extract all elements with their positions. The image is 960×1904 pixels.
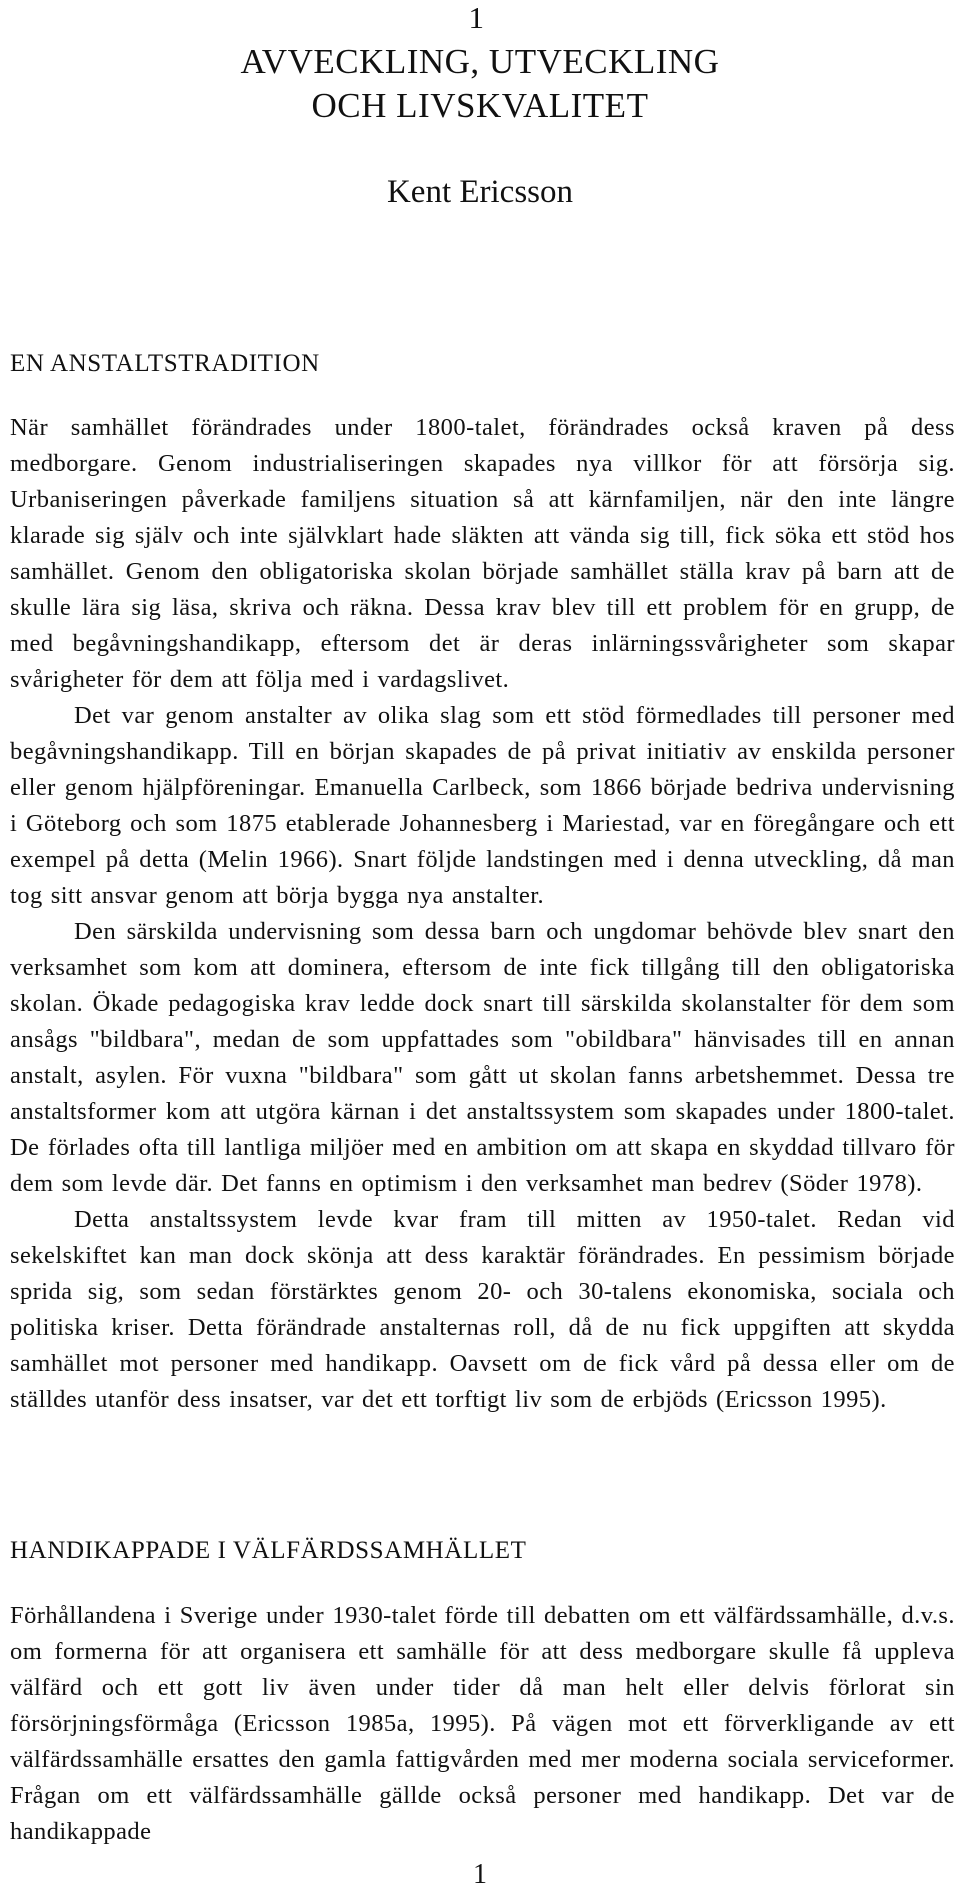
paragraph: Förhållandena i Sverige under 1930-talet förde till debatten om ett välfärdssamhälle, d.v.s. om formerna för att organisera ett samhälle för att dess medborgare skulle få uppleva välfärd och ett gott liv även under tider då man helt eller delvis förlorat sin försörjningsförmåga (Ericsson 1985a, 1995). På vägen mot ett förverkligande av ett välfärdssamhälle ersattes den gamla fattigvården med mer moderna sociala serviceformer. Frågan om ett välfärdssamhälle gällde också personer med handikapp. Det var de handikappade bbox=[10, 1602, 955, 1845]
section-heading-anstaltstradition: EN ANSTALTSTRADITION bbox=[10, 350, 320, 377]
paragraph: Detta anstaltssystem levde kvar fram till mitten av 1950-talet. Redan vid sekelskiftet kan man dock skönja att dess karaktär förändrades. En pessimism började sprida sig, som sedan förstärktes genom 20- och 30-talens ekonomiska, sociala och politiska kriser. Detta förändrade anstalternas roll, då de nu fick uppgiften att skydda samhället mot personer med handikapp. Oavsett om de fick vård på dessa eller om de ställdes utanför dess insatser, var det ett torftigt liv som de erbjöds (Ericsson 1995). bbox=[10, 1206, 955, 1413]
title-line-1: AVVECKLING, UTVECKLING bbox=[240, 42, 720, 81]
document-title bbox=[0, 40, 960, 128]
author-name: Kent Ericsson bbox=[386, 174, 574, 210]
section-heading-valfardssamhallet: HANDIKAPPADE I VÄLFÄRDSSAMHÄLLET bbox=[10, 1537, 527, 1564]
page-number-top: 1 bbox=[468, 0, 484, 35]
paragraph: Den särskilda undervisning som dessa barn och ungdomar behövde blev snart den verksamhet som kom att dominera, eftersom de inte fick tillgång till den obligatoriska skolan. Ökade pedagogiska krav ledde dock snart till särskilda skolanstalter för dem som ansågs "bildbara", medan de som uppfattades som "obildbara" hänvisades till en annan anstalt, asylen. För vuxna "bildbara" som gått ut skolan fanns arbetshemmet. Dessa tre anstaltsformer kom att utgöra kärnan i det anstaltssystem som skapades under 1800-talet. De förlades ofta till lantliga miljöer med en ambition om att skapa en skyddad tillvaro för dem som levde där. Det fanns en optimism i den verksamhet man bedrev (Söder 1978). bbox=[10, 918, 955, 1197]
page-number-bottom: 1 bbox=[473, 1859, 487, 1890]
section-body-valfardssamhallet bbox=[10, 1598, 955, 1850]
title-line-2: OCH LIVSKVALITET bbox=[311, 86, 649, 125]
section-body-anstaltstradition bbox=[10, 410, 955, 1418]
paragraph: Det var genom anstalter av olika slag som ett stöd förmedlades till personer med begåvningshandikapp. Till en början skapades de på privat initiativ av enskilda personer eller genom hjälpföreningar. Emanuella Carlbeck, som 1866 började bedriva undervisning i Göteborg och som 1875 etablerade Johannesberg i Mariestad, var en föregångare och ett exempel på detta (Melin 1966). Snart följde landstingen med i denna utveckling, då man tog sitt ansvar genom att börja bygga nya anstalter. bbox=[10, 702, 955, 909]
paragraph: När samhället förändrades under 1800-talet, förändrades också kraven på dess medborgare. Genom industrialiseringen skapades nya villkor för att försörja sig. Urbaniseringen påverkade familjens situation så att kärnfamiljen, när den inte längre klarade sig själv och inte självklart hade släkten att vända sig till, fick söka ett stöd hos samhället. Genom den obligatoriska skolan började samhället ställa krav på barn att de skulle lära sig läsa, skriva och räkna. Dessa krav blev till ett problem för en grupp, de med begåvningshandikapp, eftersom det är deras inlärningssvårigheter som skapar svårigheter för dem att följa med i vardagslivet. bbox=[10, 414, 955, 693]
